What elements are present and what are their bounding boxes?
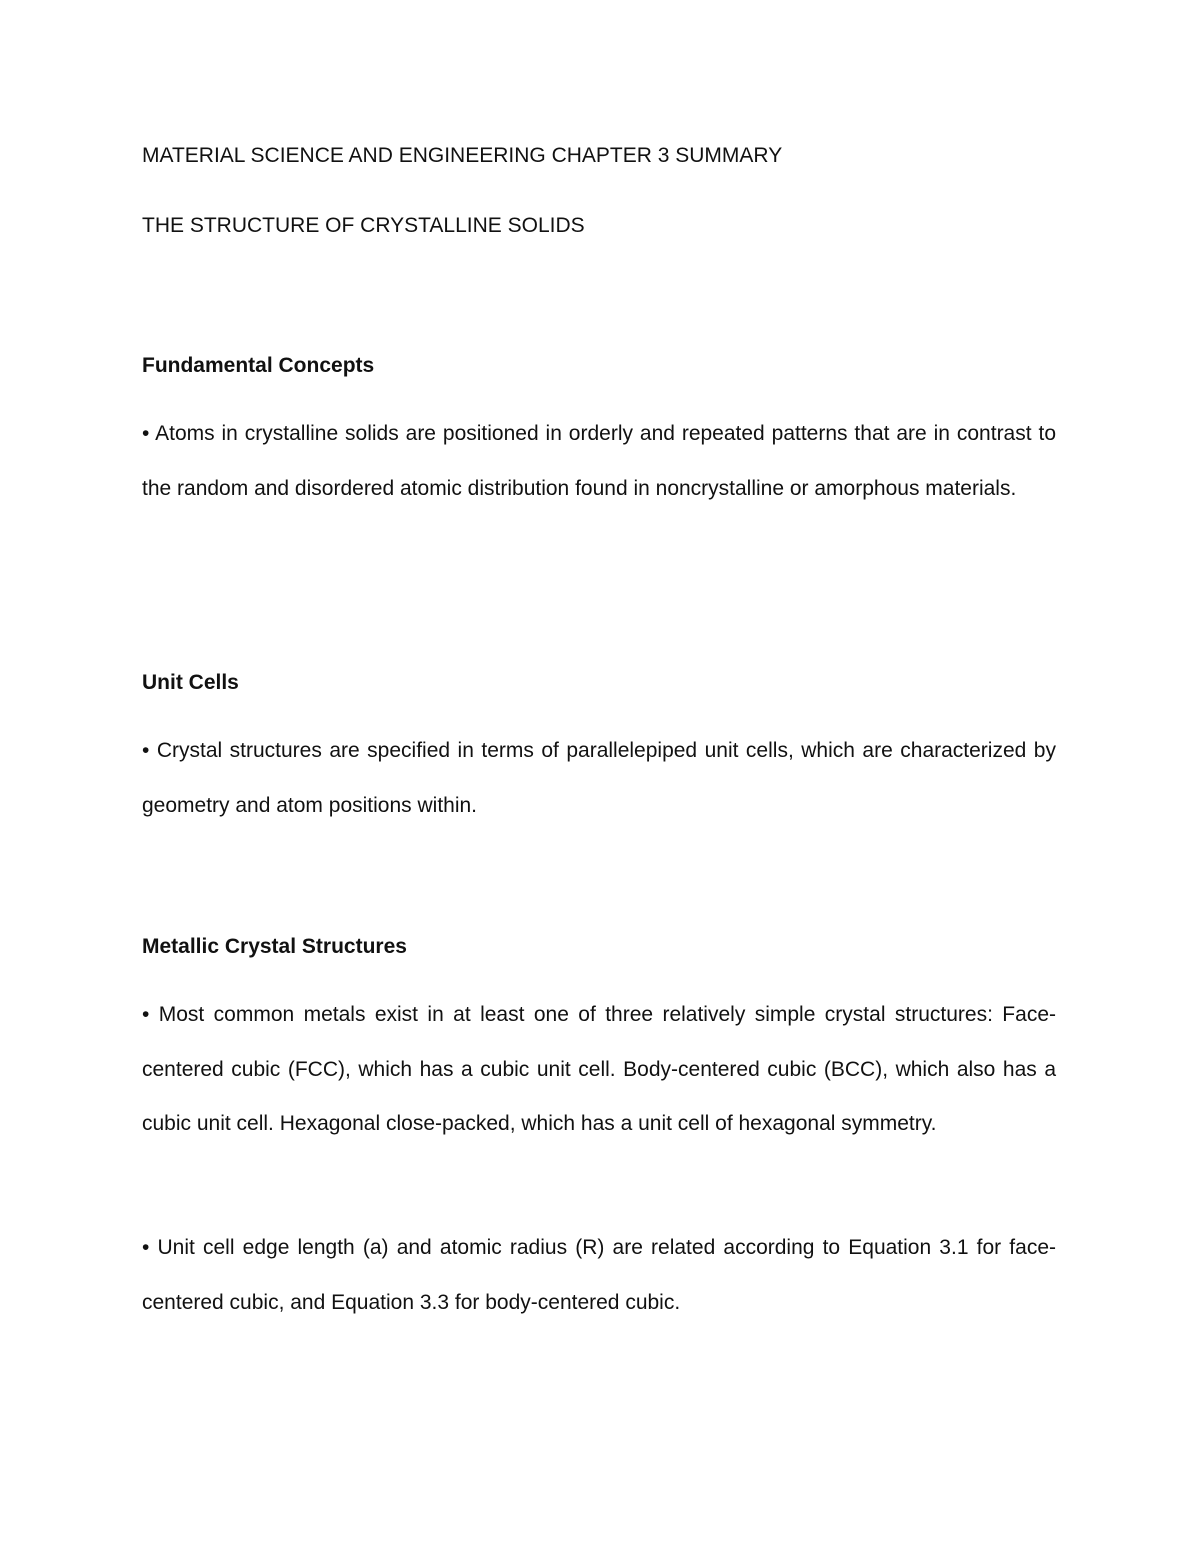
paragraph-crystal-structures: • Most common metals exist in at least one of three relatively simple crystal structures: Face-centered cubic (FCC), which has a cubic unit cell. Body-centered cubic (BCC), which also has a cubic unit cell. Hexagonal close-packed, which has a unit cell of hexagonal symmetry.	[142, 1003, 1056, 1135]
document-subtitle: THE STRUCTURE OF CRYSTALLINE SOLIDS	[142, 214, 585, 237]
section-heading-metallic-crystal-structures: Metallic Crystal Structures	[142, 935, 407, 958]
paragraph-fundamental-concepts: • Atoms in crystalline solids are positioned in orderly and repeated patterns that are in contrast to the random and disordered atomic distribution found in noncrystalline or amorphous materials.	[142, 422, 1056, 500]
section-heading-unit-cells: Unit Cells	[142, 671, 239, 694]
paragraph-unit-cells: • Crystal structures are specified in terms of parallelepiped unit cells, which are characterized by geometry and atom positions within.	[142, 739, 1056, 817]
section-heading-fundamental-concepts: Fundamental Concepts	[142, 354, 375, 377]
paragraph-unit-cell-edge-length: • Unit cell edge length (a) and atomic radius (R) are related according to Equation 3.1 for face-centered cubic, and Equation 3.3 for body-centered cubic.	[142, 1236, 1056, 1314]
document-title: MATERIAL SCIENCE AND ENGINEERING CHAPTER 3 SUMMARY	[142, 144, 783, 167]
